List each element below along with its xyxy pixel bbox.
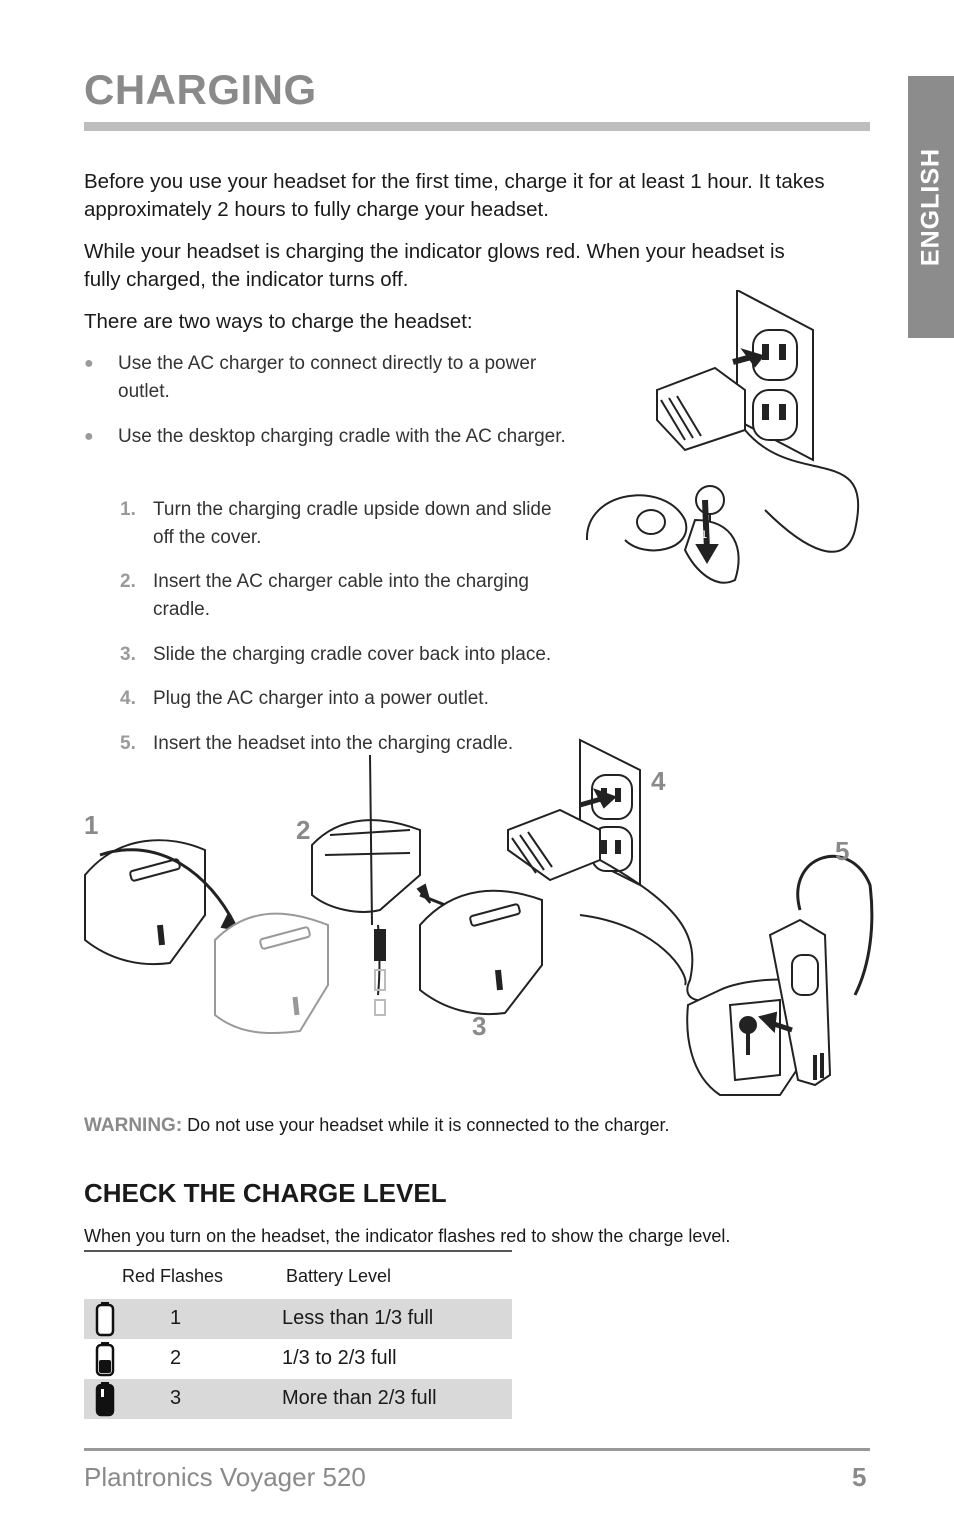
battery-level-value: Less than 1/3 full <box>282 1307 434 1329</box>
battery-level-value: More than 2/3 full <box>282 1387 437 1409</box>
table-header-battery-level: Battery Level <box>286 1266 392 1286</box>
charging-cradle-steps-illustration <box>80 735 875 1105</box>
table-row <box>84 1339 512 1379</box>
language-tab-label: ENGLISH <box>916 147 945 267</box>
section-title: CHECK THE CHARGE LEVEL <box>84 1178 447 1208</box>
ac-charger-headset-illustration <box>585 290 870 600</box>
battery-level-value: 1/3 to 2/3 full <box>282 1347 397 1369</box>
step-text: Insert the AC charger cable into the charging cradle. <box>153 571 530 620</box>
page-title: CHARGING <box>84 66 317 113</box>
battery-low-icon <box>94 1301 116 1337</box>
footer-product-name: Plantronics Voyager 520 <box>84 1462 366 1492</box>
warning-note <box>84 1115 669 1137</box>
intro-paragraph-3: There are two ways to charge the headset: <box>84 310 473 333</box>
table-header-red-flashes: Red Flashes <box>122 1266 224 1286</box>
red-flashes-value: 3 <box>170 1387 182 1409</box>
step-text: Plug the AC charger into a power outlet. <box>153 688 489 709</box>
intro-paragraph-2: While your headset is charging the indicator glows red. When your headset is fully charged, the indicator turns off. <box>84 240 785 291</box>
step-number: 5. <box>120 733 136 754</box>
figure-callout: 2 <box>296 815 311 845</box>
step-text: Insert the headset into the charging cradle. <box>153 733 514 754</box>
language-tab <box>908 76 954 338</box>
warning-text: Do not use your headset while it is connected to the charger. <box>187 1115 670 1135</box>
footer-rule <box>84 1448 870 1451</box>
table-row <box>84 1299 512 1339</box>
bullet-dot-icon: ● <box>84 428 94 445</box>
figure-callout: 1 <box>84 810 99 840</box>
intro-paragraph-1: Before you use your headset for the first time, charge it for at least 1 hour. It takes approximately 2 hours to fully charge your headset. <box>84 170 825 221</box>
table-top-rule <box>84 1250 512 1252</box>
page-number: 5 <box>852 1462 867 1492</box>
bullet-text: Use the desktop charging cradle with the AC charger. <box>118 426 566 447</box>
figure-callout: 5 <box>835 836 850 866</box>
red-flashes-value: 2 <box>170 1347 182 1369</box>
red-flashes-value: 1 <box>170 1307 182 1329</box>
bullet-text: Use the AC charger to connect directly to a power outlet. <box>118 353 537 402</box>
figure-callout: 3 <box>472 1011 487 1041</box>
table-row <box>84 1379 512 1419</box>
step-text: Slide the charging cradle cover back into place. <box>153 644 552 665</box>
bullet-dot-icon: ● <box>84 355 94 372</box>
step-number: 1. <box>120 499 136 520</box>
battery-full-icon <box>94 1381 116 1417</box>
step-number: 3. <box>120 644 136 665</box>
step-number: 4. <box>120 688 136 709</box>
top-figure-callout: 1 <box>701 529 708 541</box>
charge-level-intro: When you turn on the headset, the indicator flashes red to show the charge level. <box>84 1226 731 1246</box>
title-rule <box>84 122 870 131</box>
warning-label: WARNING: <box>84 1115 183 1136</box>
battery-medium-icon <box>94 1341 116 1377</box>
step-number: 2. <box>120 571 136 592</box>
figure-callout: 4 <box>651 766 666 796</box>
step-text: Turn the charging cradle upside down and slide off the cover. <box>153 499 552 548</box>
